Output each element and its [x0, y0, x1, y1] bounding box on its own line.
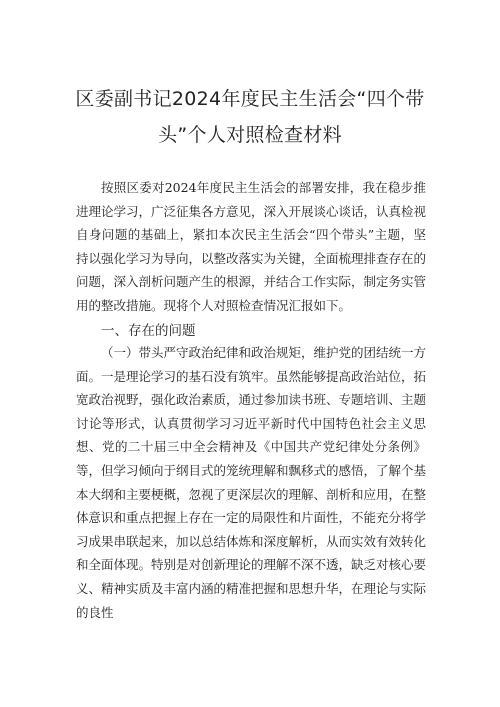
section-heading: 一、存在的问题 — [101, 323, 196, 339]
intro-paragraph: 按照区委对2024年度民主生活会的部署安排，我在稳步推进理论学习，广泛征集各方意见，深入开展谈心谈话，认真检视自身问题的基础上，紧扣本次民主生活会“四个带头”主题，坚持以强化学习为导向，以整改落实为关键，全面梳理排查存在的问题，深入剖析问题产生的根源，并结合工作实际，制定务实管用的整改措施。现将个人对照检查情况汇报如下。 — [76, 180, 427, 313]
document-title-line-1: 区委副书记2024年度民主生活会“四个带 — [75, 88, 425, 110]
document-title-line-2: 头”个人对照检查材料 — [158, 124, 342, 146]
section-paragraph: （一）带头严守政治纪律和政治规矩，维护党的团结统一方面。一是理论学习的基石没有筑牢。虽然能够提高政治站位，拓宽政治视野，强化政治素质，通过参加读书班、专题培训、主题讨论等形式，认真贯彻学习习近平新时代中国特色社会主义思想、党的二十届三中全会精神及《中国共产党纪律处分条例》等，但学习倾向于纲目式的笼统理解和飘移式的感悟，了解个基本大纲和主要梗概，忽视了更深层次的理解、剖析和应用，在整体意识和重点把握上存在一定的局限性和片面性，不能充分将学习成果串联起来，加以总结体炼和深度解析，从而实效有效转化和全面体现。特别是对创新理论的理解不深不透，缺乏对核心要义、精神实质及丰富内涵的精准把握和思想升华，在理论与实际的良性 — [76, 345, 427, 620]
